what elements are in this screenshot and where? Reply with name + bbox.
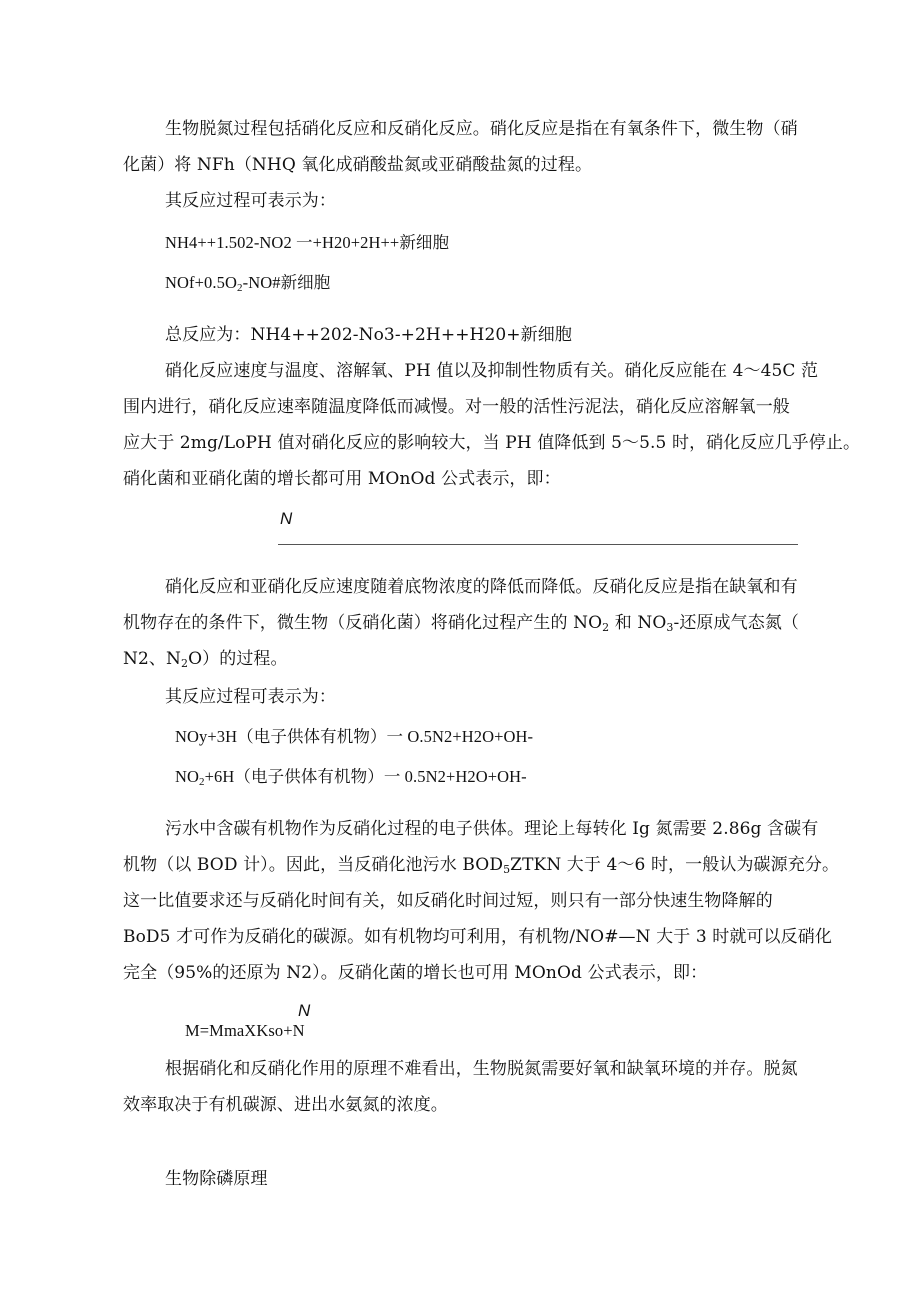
- equation-denitrification-2: $NO_2+6H$（电子供体有机物）一 0.5N2+H2O+OH-: [175, 767, 527, 788]
- paragraph-3-line-2: 机物存在的条件下，微生物（反硝化菌）将硝化过程产生的 $NO_2$ 和 $NO_3-$还原成气态氮（: [123, 613, 800, 634]
- paragraph-1-line-1: 生物脱氮过程包括硝化反应和反硝化反应。硝化反应是指在有氧条件下，微生物（硝: [165, 119, 798, 139]
- paragraph-3-line-1: 硝化反应和亚硝化反应速度随着底物浓度的降低而降低。反硝化反应是指在缺氧和有: [165, 577, 798, 597]
- formula-1-fraction-bar: [278, 544, 798, 545]
- paragraph-3-line-3: N2、$N_2O$）的过程。: [123, 649, 288, 670]
- paragraph-5-line-1: 根据硝化和反硝化作用的原理不难看出，生物脱氮需要好氧和缺氧环境的并存。脱氮: [165, 1059, 798, 1079]
- paragraph-4-line-5: 完全（95%的还原为 N2）。反硝化菌的增长也可用 MOnOd 公式表示，即：: [123, 963, 708, 983]
- paragraph-2-line-2: 围内进行，硝化反应速率随温度降低而减慢。对一般的活性污泥法，硝化反应溶解氧一般: [123, 397, 790, 417]
- paragraph-5-line-2: 效率取决于有机碳源、进出水氨氮的浓度。: [123, 1095, 448, 1115]
- total-reaction: 总反应为：NH4++202-No3-+2H++H20+新细胞: [165, 325, 572, 345]
- formula-2-numerator-n: N: [298, 1001, 311, 1020]
- paragraph-2-line-3: 应大于 2mg/LoPH 值对硝化反应的影响较大，当 PH 值降低到 5～5.5 时，硝化反应几乎停止。: [123, 433, 861, 453]
- equation-denitrification-1: NOy+3H（电子供体有机物）一 O.5N2+H2O+OH-: [175, 727, 534, 746]
- paragraph-4-line-2: 机物（以 BOD 计）。因此，当反硝化池污水 $BOD_5ZTKN$ 大于 4～6 时，一般认为碳源充分。: [123, 855, 840, 876]
- paragraph-4-line-4: BoD5 才可作为反硝化的碳源。如有机物均可利用，有机物/NO#—N 大于 3 时就可以反硝化: [123, 927, 832, 947]
- formula-2-expression: M=MmaXKso+N: [185, 1021, 305, 1040]
- paragraph-2-line-4: 硝化菌和亚硝化菌的增长都可用 MOnOd 公式表示，即：: [123, 469, 561, 489]
- equation-nitrification-2: $NOf+0.5O_2-NO\#$新细胞: [165, 273, 331, 294]
- paragraph-1-line-2: 化菌）将 NFh（NHQ 氧化成硝酸盐氮或亚硝酸盐氮的过程。: [123, 155, 593, 175]
- formula-1-numerator-n: N: [280, 509, 293, 528]
- reaction-intro-1: 其反应过程可表示为：: [165, 191, 336, 211]
- reaction-intro-2: 其反应过程可表示为：: [165, 687, 336, 707]
- equation-nitrification-1: NH4++1.502-NO2 一+H20+2H++新细胞: [165, 233, 450, 252]
- paragraph-4-line-1: 污水中含碳有机物作为反硝化过程的电子供体。理论上每转化 Ig 氮需要 2.86g 含碳有: [165, 819, 819, 839]
- paragraph-4-line-3: 这一比值要求还与反硝化时间有关，如反硝化时间过短，则只有一部分快速生物降解的: [123, 891, 773, 911]
- section-heading: 生物除磷原理: [165, 1169, 268, 1189]
- paragraph-2-line-1: 硝化反应速度与温度、溶解氧、PH 值以及抑制性物质有关。硝化反应能在 4～45C 范: [165, 361, 819, 381]
